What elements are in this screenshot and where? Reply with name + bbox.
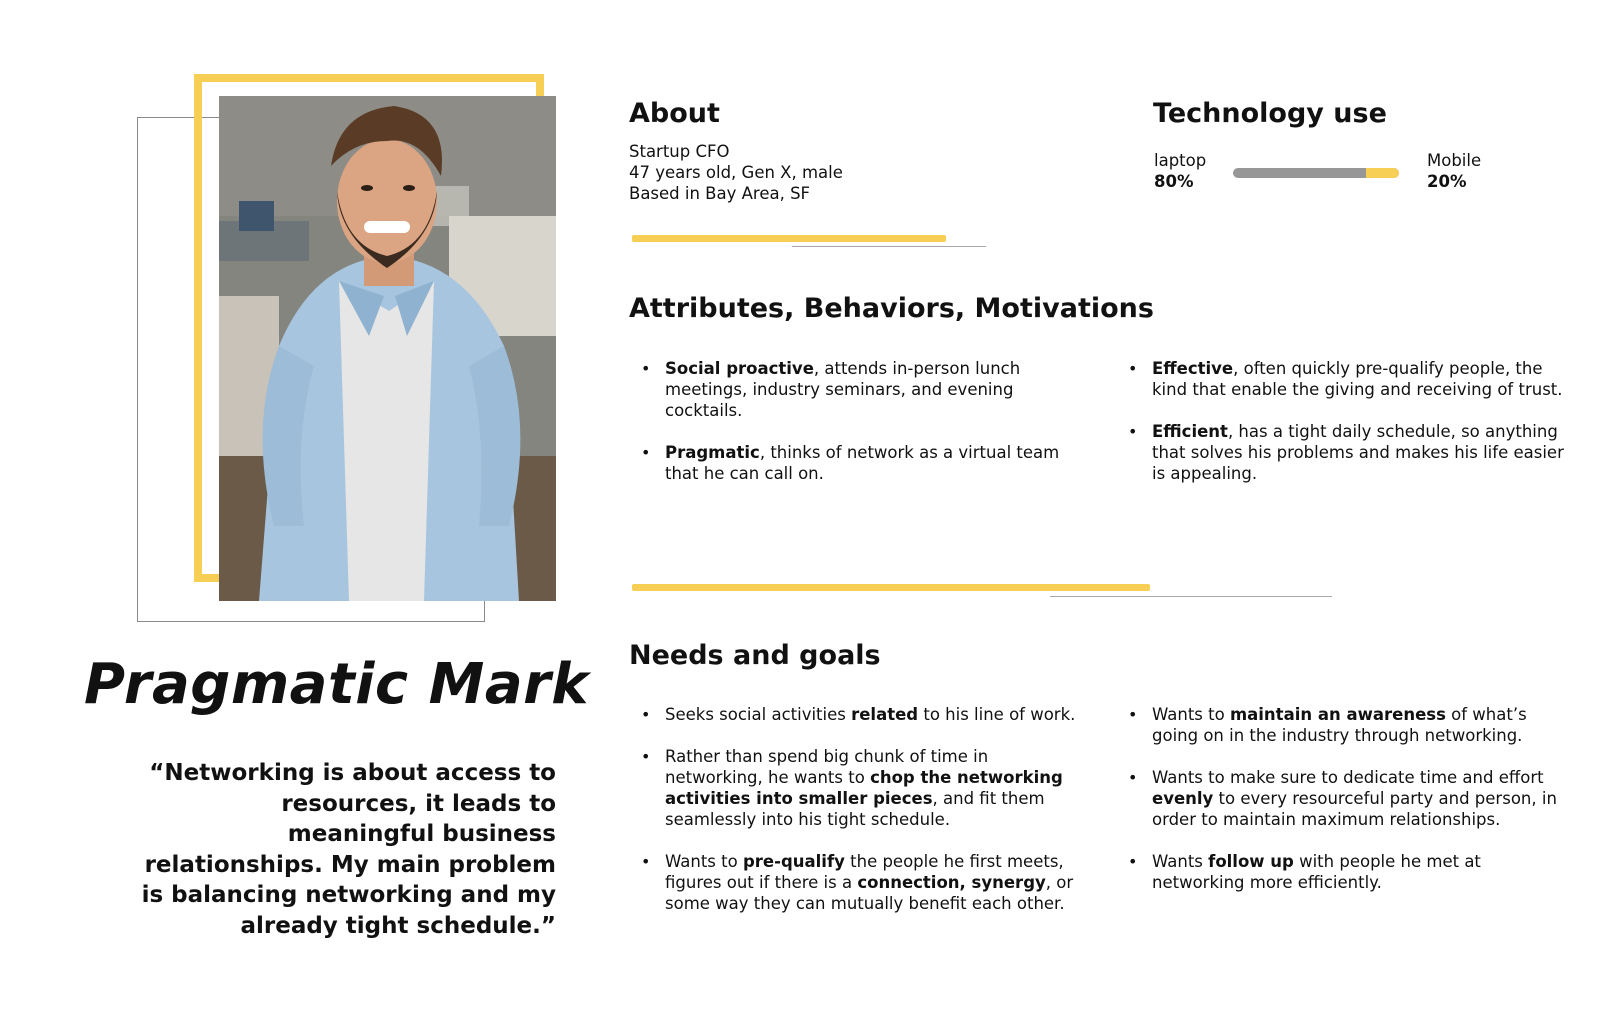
- mobile-usage: [1427, 150, 1481, 192]
- persona-quote: “Networking is about access to resources, it leads to meaningful business relationships. My main problem is balancing networking and my already tight schedule.”: [141, 760, 556, 939]
- need-text: , or some way they can mutually benefit each other.: [665, 873, 1074, 913]
- device-usage-bar: [1233, 168, 1399, 178]
- about-location: Based in Bay Area, SF: [629, 184, 811, 203]
- need-keyword: follow up: [1208, 852, 1294, 871]
- attribute-keyword: Efficient: [1152, 422, 1228, 441]
- laptop-usage: [1154, 150, 1206, 192]
- persona-name: Pragmatic Mark: [84, 652, 589, 717]
- section-divider-line: [792, 246, 986, 247]
- need-keyword: evenly: [1152, 789, 1214, 808]
- attribute-text: , thinks of network as a virtual team that he can call on.: [665, 443, 1060, 483]
- need-text: Seeks social activities: [665, 705, 852, 724]
- need-text: Wants to: [1152, 705, 1230, 724]
- list-item: [629, 851, 1089, 914]
- need-text: of what’s going on in the industry through networking.: [1152, 705, 1527, 745]
- attributes-list-left: [629, 358, 1089, 505]
- needs-list-right: [1116, 704, 1566, 914]
- need-keyword: chop the networking activities into smaller pieces: [665, 768, 1063, 808]
- attribute-keyword: Effective: [1152, 359, 1234, 378]
- attribute-keyword: Social proactive: [665, 359, 814, 378]
- list-item: [629, 704, 1089, 725]
- mobile-label: Mobile: [1427, 151, 1482, 170]
- need-text: Rather than spend big chunk of time in networking, he wants to: [665, 747, 989, 787]
- list-item: [1116, 704, 1566, 746]
- need-text: , and fit them seamlessly into his tight schedule.: [665, 789, 1045, 829]
- about-role: Startup CFO: [629, 142, 730, 161]
- need-text: Wants to make sure to dedicate time and effort: [1152, 768, 1544, 787]
- need-text: the people he first meets, figures out if there is a: [665, 852, 1064, 892]
- about-details: [629, 141, 843, 204]
- attribute-text: , has a tight daily schedule, so anything that solves his problems and makes his life easier is appealing.: [1152, 422, 1564, 483]
- need-text: to every resourceful party and person, in order to maintain maximum relationships.: [1152, 789, 1557, 829]
- need-keyword: pre-qualify: [742, 852, 845, 871]
- technology-heading: Technology use: [1153, 98, 1387, 129]
- laptop-percent: 80%: [1154, 172, 1194, 191]
- need-keyword: related: [851, 705, 919, 724]
- section-divider-accent: [632, 235, 946, 242]
- section-divider-accent: [632, 584, 1150, 591]
- mobile-usage-fill: [1366, 168, 1399, 178]
- need-keyword: connection, synergy: [857, 873, 1046, 892]
- laptop-label: laptop: [1154, 151, 1207, 170]
- list-item: [629, 746, 1089, 830]
- list-item: [629, 358, 1089, 421]
- mobile-percent: 20%: [1427, 172, 1467, 191]
- about-demographics: 47 years old, Gen X, male: [629, 163, 843, 182]
- attribute-keyword: Pragmatic: [665, 443, 760, 462]
- needs-heading: Needs and goals: [629, 640, 881, 671]
- attribute-text: , attends in-person lunch meetings, industry seminars, and evening cocktails.: [665, 359, 1021, 420]
- attributes-list-right: [1116, 358, 1566, 505]
- list-item: [1116, 767, 1566, 830]
- need-text: with people he met at networking more efficiently.: [1152, 852, 1481, 892]
- attribute-text: , often quickly pre-qualify people, the kind that enable the giving and receiving of trust.: [1152, 359, 1563, 399]
- attributes-heading: Attributes, Behaviors, Motivations: [629, 293, 1154, 324]
- need-text: Wants: [1152, 852, 1209, 871]
- list-item: [1116, 358, 1566, 400]
- list-item: [1116, 421, 1566, 484]
- list-item: [629, 442, 1089, 484]
- need-keyword: maintain an awareness: [1229, 705, 1446, 724]
- persona-photo: [219, 96, 556, 601]
- list-item: [1116, 851, 1566, 893]
- about-heading: About: [629, 98, 720, 129]
- needs-list-left: [629, 704, 1089, 935]
- need-text: Wants to: [665, 852, 743, 871]
- need-text: to his line of work.: [918, 705, 1076, 724]
- section-divider-line: [1050, 596, 1332, 597]
- portrait-illustration: [219, 96, 556, 601]
